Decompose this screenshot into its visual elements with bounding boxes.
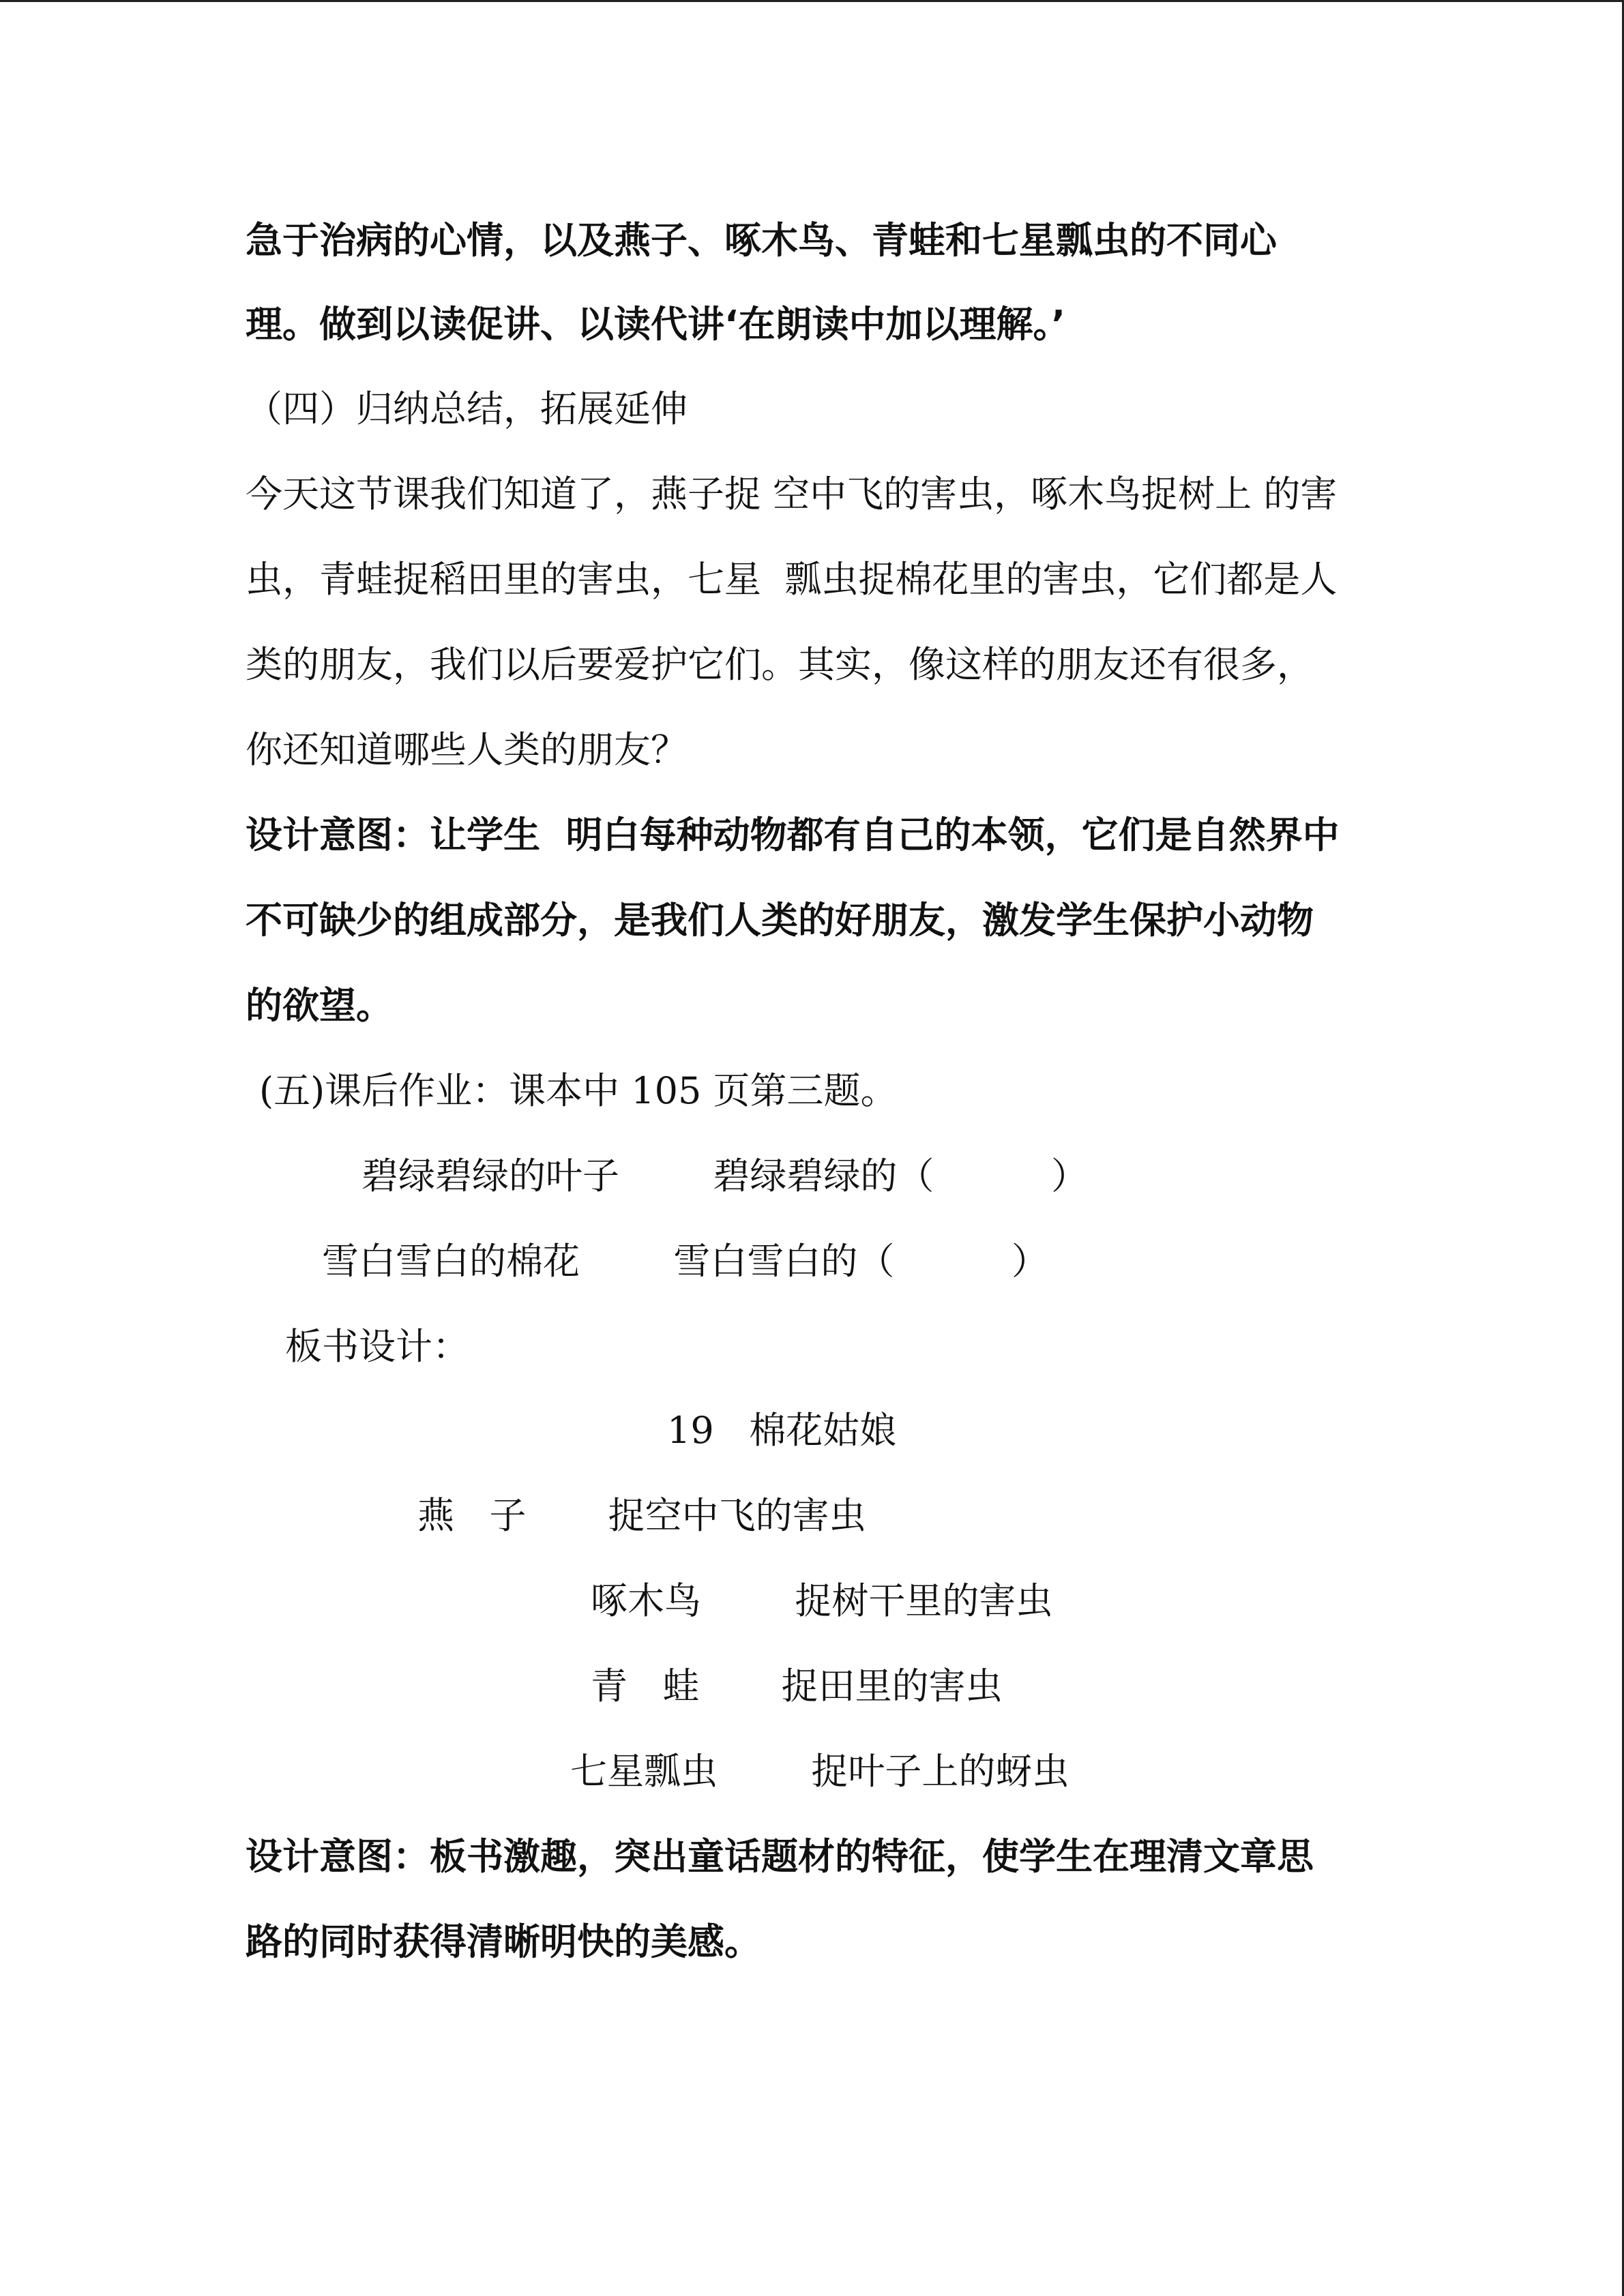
exercise-line: 雪白雪白的棉花 雪白雪白的（ ） (322, 1240, 1048, 1283)
board-title: 19 棉花姑娘 (667, 1409, 897, 1452)
paragraph-line: 你还知道哪些人类的朋友？ (246, 728, 688, 771)
design-intent-line: 不可缺少的组成部分，是我们人类的好朋友，激发学生保护小动物 (246, 899, 1314, 942)
paragraph-line: 类的朋友，我们以后要爱护它们。其实，像这样的朋友还有很多， (246, 643, 1314, 686)
design-intent-line: 的欲望。 (246, 984, 393, 1027)
design-intent-line: 路的同时获得清晰明快的美感。 (246, 1920, 761, 1963)
design-intent-line: 设计意图：板书激趣，突出童话题材的特征，使学生在理清文章思 (246, 1835, 1314, 1878)
board-row: 燕 子 捉空中飞的害虫 (417, 1494, 866, 1537)
design-intent-line: 设计意图：让学生 明白每种动物都有自己的本领，它们是自然界中 (246, 814, 1340, 856)
paragraph-line: 虫，青蛙捉稻田里的害虫，七星 瓢虫捉棉花里的害虫，它们都是人 (246, 558, 1338, 601)
board-row: 啄木鸟 捉树干里的害虫 (591, 1579, 1053, 1622)
paragraph-line: 理。做到以读促讲、以读代讲‘在朗读中加以理解。’ (246, 303, 1066, 346)
board-design-label: 板书设计： (285, 1325, 469, 1368)
exercise-line: 碧绿碧绿的叶子 碧绿碧绿的（ ） (361, 1154, 1088, 1197)
paragraph-line: 急于治病的心情，以及燕子、啄木鸟、青蛙和七星瓢虫的不同心 (246, 219, 1277, 262)
paragraph-line: 今天这节课我们知道了，燕子捉 空中飞的害虫，啄木鸟捉树上 的害 (246, 473, 1338, 516)
page-top-border (0, 0, 1624, 2)
board-row: 七星瓢虫 捉叶子上的蚜虫 (570, 1750, 1069, 1793)
section-heading-4: （四）归纳总结，拓展延伸 (246, 387, 688, 430)
section-heading-5: (五)课后作业：课本中 105 页第三题。 (259, 1069, 898, 1112)
board-row: 青 蛙 捉田里的害虫 (591, 1665, 1003, 1708)
